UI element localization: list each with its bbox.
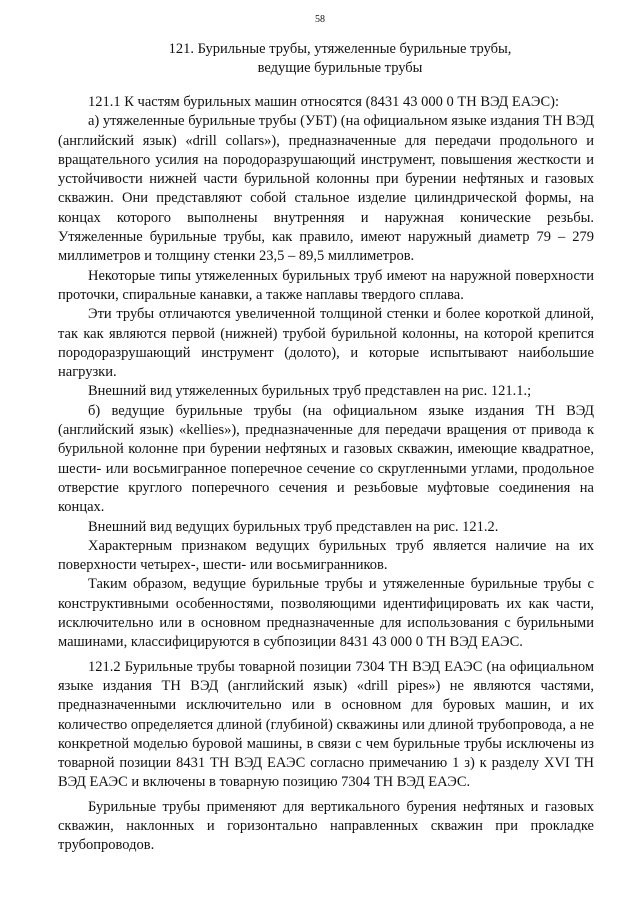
paragraph-drill-pipe-usage: Бурильные трубы применяют для вертикального бурения нефтяных и газовых скважин, наклонных и горизонтально направленных скважин при прокладке трубопроводов.: [58, 798, 594, 854]
paragraph-kellies: б) ведущие бурильные трубы (на официальном языке издания ТН ВЭД (английский язык) «kellies»), предназначенные для передачи вращения от привода к бурильной колонне при бурении нефтяных и газовых скважин, имеющие квадратное, шести- или восьмигранное поперечное сечение со скругленными углами, продольное отверстие круглого поперечного сечения и резьбовые муфтовые соединения на концах.: [58, 402, 594, 516]
paragraph-collar-wall-thickness: Эти трубы отличаются увеличенной толщиной стенки и более короткой длиной, так как являются первой (нижней) трубой бурильной колонны, на которой крепится породоразрушающий инструмент (долото), и которые испытывают наибольшие нагрузки.: [58, 306, 594, 381]
page-number: 58: [315, 14, 325, 25]
body-text: [58, 93, 594, 856]
paragraph-121-2-drill-pipes: 121.2 Бурильные трубы товарной позиции 7304 ТН ВЭД ЕАЭС (на официальном языке издания ТН ВЭД (английский язык) «drill pipes») не являются частями, предназначенными исключительно или в основном для буровых машин, и их количество определяется длиной (глубиной) скважины или длиной трубопровода, а не конкретной моделью буровой машины, в связи с чем бурильные трубы исключены из товарной позиции 8431 ТН ВЭД ЕАЭС согласно примечанию 1 з) к разделу XVI ТН ВЭД ЕАЭС и включены в товарную позицию 7304 ТН ВЭД ЕАЭС.: [58, 658, 594, 791]
paragraph-figure-121-2-ref: Внешний вид ведущих бурильных труб представлен на рис. 121.2.: [88, 518, 499, 535]
paragraph-figure-121-1-ref: Внешний вид утяжеленных бурильных труб представлен на рис. 121.1.;: [88, 383, 532, 400]
paragraph-collar-grooves: Некоторые типы утяжеленных бурильных труб имеют на наружной поверхности проточки, спиральные канавки, а также наплавы твердого сплава.: [58, 267, 594, 303]
paragraph-drill-collars: а) утяжеленные бурильные трубы (УБТ) (на официальном языке издания ТН ВЭД (английский язык) «drill collars»), предназначенные для передачи продольного и вращательного усилия на породоразрушающий инструмент, повышения жесткости и устойчивости нижней части бурильной колонны при бурении нефтяных и газовых скважин. Они представляют собой стальное изделие цилиндрической формы, на концах которого выполнены внутренняя и наружная конические резьбы. Утяжеленные бурильные трубы, как правило, имеют наружный диаметр 79 – 279 миллиметров и толщину стенки 23,5 – 89,5 миллиметров.: [58, 113, 594, 265]
paragraph-121-1-intro: 121.1 К частям бурильных машин относятся (8431 43 000 0 ТН ВЭД ЕАЭС):: [88, 94, 559, 110]
paragraph-kelly-feature: Характерным признаком ведущих бурильных труб является наличие на их поверхности четырех-, шести- или восьмигранников.: [58, 537, 594, 574]
section-heading: [60, 40, 620, 78]
paragraph-classification: Таким образом, ведущие бурильные трубы и утяжеленные бурильные трубы с конструктивными особенностями, позволяющими идентифицировать их как части, исключительно или в основном предназначенные для использования с бурильными машинами, классифицируются в субпозиции 8431 43 000 0 ТН ВЭД ЕАЭС.: [58, 576, 594, 651]
section-heading-line-2: ведущие бурильные трубы: [257, 60, 423, 76]
section-heading-line-1: 121. Бурильные трубы, утяжеленные бурильные трубы,: [168, 41, 512, 57]
